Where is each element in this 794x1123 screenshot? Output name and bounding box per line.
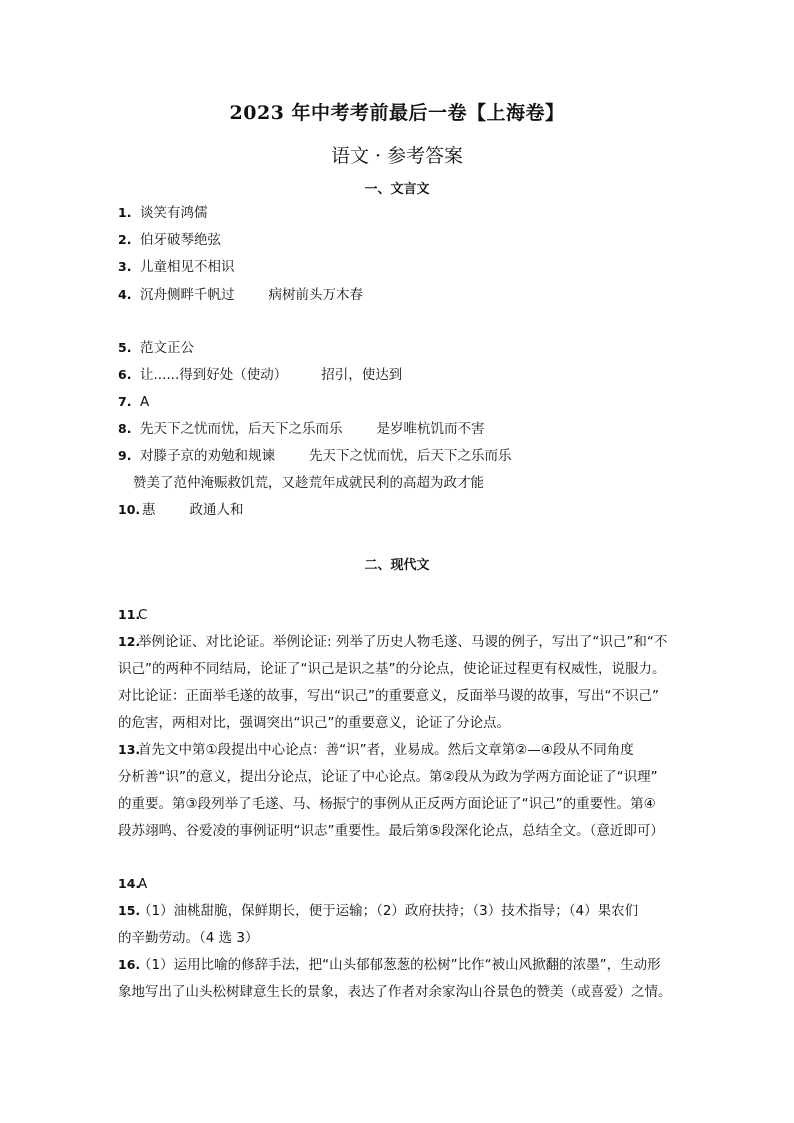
answer-13-line-4: 段苏翊鸣、谷爱凌的事例证明“识志”重要性。最后第⑤段深化论点，总结全文。（意近即可） [118,823,664,839]
answer-text: 先天下之忧而忧，后天下之乐而乐 [309,448,512,464]
answer-7 [118,393,149,411]
answer-3 [118,258,235,276]
answer-15 [118,902,638,920]
answer-16-line-2: 象地写出了山头松树肆意生长的景象，表达了作者对余家沟山谷景色的赞美（或喜爱）之情。 [118,984,672,1000]
answer-text: 政通人和 [189,502,244,518]
answer-number: 6. [118,367,132,382]
answer-text: 惠 [142,502,156,518]
answer-text: 伯牙破琴绝弦 [140,232,221,248]
answer-text: 首先文中第①段提出中心论点：善“识”者，业易成。然后文章第②—④段从不同角度 [138,742,634,758]
answer-text: 先天下之忧而忧，后天下之乐而乐 [140,421,343,437]
answer-text: 让......得到好处（使动） [140,367,288,383]
answer-number: 13. [118,742,141,757]
answer-number: 15. [118,903,141,918]
answer-10 [118,501,244,519]
answer-number: 11. [118,607,141,622]
answer-9-continued: 赞美了范仲淹赈救饥荒，又趁荒年成就民利的高超为政才能 [133,475,484,491]
answer-text: 病树前头万木春 [268,287,363,303]
answer-number: 2. [118,232,132,247]
answer-12-line-2: 识己”的两种不同结局，论证了“识己是识之基”的分论点，使论证过程更有权威性，说服力。 [118,661,666,677]
answer-text: （1）运用比喻的修辞手法，把“山头郁郁葱葱的松树”比作“被山风掀翻的浓墨”，生动形 [138,957,661,973]
answer-number: 9. [118,448,132,463]
section-heading-classical: 一、文言文 [364,182,430,197]
answer-2 [118,231,221,249]
answer-number: 3. [118,259,132,274]
page-title: 2023 年中考考前最后一卷【上海卷】 [229,102,565,124]
answer-text: （1）油桃甜脆，保鲜期长，便于运输；（2）政府扶持；（3）技术指导；（4）果农们 [138,903,639,919]
answer-12 [118,633,667,651]
section-heading-modern: 二、现代文 [364,558,430,573]
answer-13 [118,741,634,759]
answer-4 [118,286,363,304]
answer-text: 范文正公 [140,340,194,356]
answer-text: 招引，使达到 [321,367,403,383]
answer-9 [118,447,512,465]
answer-number: 8. [118,421,132,436]
page-subtitle: 语文 · 参考答案 [330,145,464,167]
answer-text: 沉舟侧畔千帆过 [140,287,235,303]
answer-8 [118,420,485,438]
answer-text: 儿童相见不相识 [140,259,235,275]
answer-6 [118,366,402,384]
answer-14 [118,875,147,893]
answer-1 [118,204,208,222]
answer-number: 16. [118,957,141,972]
answer-number: 4. [118,287,132,302]
answer-number: 10. [118,502,141,517]
answer-12-line-4: 的危害，两相对比，强调突出“识己”的重要意义，论证了分论点。 [118,715,510,731]
answer-13-line-2: 分析善“识”的意义，提出分论点，论证了中心论点。第②段从为政为学两方面论证了“识理” [118,769,658,785]
answer-13-line-3: 的重要。第③段列举了毛遂、马、杨振宁的事例从正反两方面论证了“识己”的重要性。第④ [118,796,656,812]
answer-16 [118,956,661,974]
answer-number: 14. [118,876,141,891]
answer-text: C [138,607,148,623]
answer-12-line-3: 对比论证：正面举毛遂的故事，写出“识己”的重要意义，反面举马谡的故事，写出“不识己” [118,688,659,704]
answer-text: 举例论证、对比论证。举例论证: 列举了历史人物毛遂、马谡的例子，写出了“识己”和“不 [138,634,668,650]
answer-11 [118,606,147,624]
answer-text: A [138,876,148,892]
answer-text: 对滕子京的劝勉和规谏 [140,448,275,464]
answer-number: 5. [118,340,132,355]
answer-5 [118,339,194,357]
answer-text: A [140,394,150,410]
answer-number: 1. [118,205,132,220]
answer-number: 7. [118,394,132,409]
answer-number: 12. [118,634,141,649]
answer-text: 是岁唯杭饥而不害 [376,421,485,437]
answer-15-line-2: 的辛勤劳动。（4 选 3） [118,930,259,946]
answer-text: 谈笑有鸿儒 [140,205,208,221]
